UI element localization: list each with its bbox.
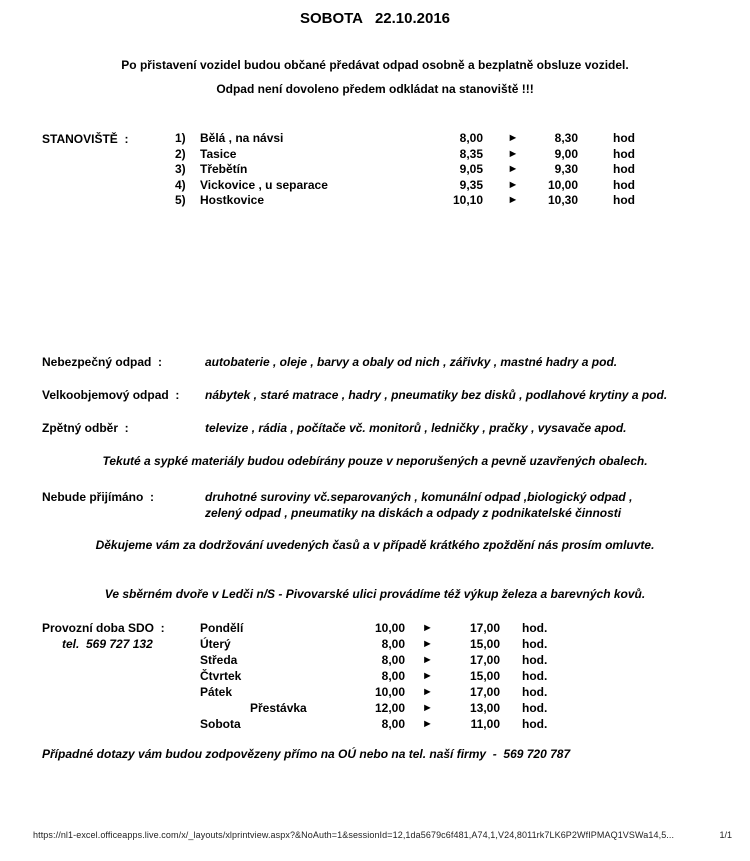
opening-hours-table — [200, 620, 595, 732]
hours-unit: hod. — [522, 685, 548, 699]
arrow-right-icon: ► — [507, 163, 519, 176]
station-number: 5) — [175, 193, 186, 208]
hours-unit: hod. — [522, 621, 548, 635]
station-unit: hod — [613, 131, 635, 145]
hours-day: Čtvrtek — [200, 669, 242, 683]
hours-time-to: 11,00 — [470, 717, 500, 731]
opening-hours-phone: tel. 569 727 132 — [62, 637, 153, 651]
section-text: autobaterie , oleje , barvy a obaly od nich , zářivky , mastné hadry a pod. — [205, 355, 618, 369]
hours-unit: hod. — [522, 717, 548, 731]
station-unit: hod — [613, 193, 635, 208]
station-time-from: 10,10 — [452, 193, 483, 208]
hours-day: Pátek — [200, 685, 233, 699]
page-title: SOBOTA 22.10.2016 — [299, 10, 451, 27]
hours-time-to: 17,00 — [469, 621, 500, 635]
arrow-right-icon: ► — [507, 132, 519, 144]
section-text: nábytek , staré matrace , hadry , pneumatiky bez disků , podlahové krytiny a pod. — [205, 388, 668, 402]
arrow-right-icon: ► — [422, 718, 433, 730]
station-number: 1) — [175, 131, 186, 145]
section-text-line1: druhotné suroviny vč.separovaných , komunální odpad ,biologický odpad , — [205, 490, 633, 504]
hours-row — [200, 684, 595, 700]
hours-row — [200, 620, 595, 636]
station-row — [175, 162, 673, 178]
station-number: 4) — [175, 177, 186, 192]
hours-time-to: 15,00 — [469, 637, 500, 651]
station-row — [175, 131, 673, 147]
page-indicator: 1/1 — [719, 830, 732, 840]
hours-unit: hod. — [522, 669, 548, 683]
station-name: Vickovice , u separace — [200, 177, 328, 192]
station-time-to: 10,00 — [547, 177, 578, 192]
hours-row — [200, 668, 595, 684]
section-text-line2: zelený odpad , pneumatiky na diskách a odpady z podnikatelské činnosti — [205, 506, 622, 520]
stations-table — [175, 131, 673, 209]
hours-time-from: 8,00 — [381, 653, 405, 667]
station-name: Tasice — [200, 146, 237, 161]
station-unit: hod — [613, 162, 635, 177]
hours-time-to: 17,00 — [469, 653, 500, 667]
hours-time-to: 15,00 — [469, 669, 500, 683]
hours-row — [200, 636, 595, 652]
arrow-right-icon: ► — [422, 654, 433, 666]
hours-unit: hod. — [522, 701, 548, 715]
hours-day: Pondělí — [200, 621, 244, 635]
hours-time-from: 12,00 — [374, 701, 405, 715]
hours-unit: hod. — [522, 653, 548, 667]
station-time-from: 9,05 — [459, 162, 483, 177]
intro-line-2: Odpad není dovoleno předem odkládat na stanoviště !!! — [216, 82, 534, 96]
arrow-right-icon: ► — [507, 178, 519, 191]
station-unit: hod — [613, 146, 635, 161]
station-name: Třebětín — [200, 162, 248, 177]
station-number: 2) — [175, 146, 186, 161]
station-name: Hostkovice — [200, 193, 265, 208]
station-number: 3) — [175, 162, 186, 177]
hours-time-from: 10,00 — [374, 621, 405, 635]
hours-time-from: 10,00 — [374, 685, 405, 699]
opening-hours-label: Provozní doba SDO : — [42, 621, 165, 635]
station-row — [175, 147, 673, 163]
section-label: Nebude přijímáno : — [42, 490, 155, 504]
note-scrapyard: Ve sběrném dvoře v Ledči n/S - Pivovarské ulici provádíme též výkup železa a barevných kovů. — [104, 587, 646, 601]
section-label: Velkoobjemový odpad : — [42, 388, 180, 402]
arrow-right-icon: ► — [422, 622, 433, 634]
hours-day: Sobota — [200, 717, 241, 731]
hours-time-to: 13,00 — [469, 701, 500, 715]
section-label: Nebezpečný odpad : — [42, 355, 163, 369]
print-footer — [33, 830, 732, 840]
note-thanks: Děkujeme vám za dodržování uvedených časů a v případě krátkého zpoždění nás prosím omluvte. — [95, 538, 655, 552]
station-time-to: 10,30 — [547, 193, 578, 208]
hours-day: Přestávka — [250, 701, 307, 715]
station-time-to: 9,30 — [554, 162, 578, 177]
station-row — [175, 178, 673, 194]
hours-unit: hod. — [522, 637, 548, 651]
questions-note: Případné dotazy vám budou zodpovězeny přímo na OÚ nebo na tel. naší firmy - 569 720 787 — [42, 747, 571, 761]
station-time-to: 9,00 — [554, 146, 578, 161]
note-sealed-containers: Tekuté a sypké materiály budou odebírány pouze v neporušených a pevně uzavřených obalech. — [102, 454, 648, 468]
station-time-from: 8,00 — [459, 131, 483, 145]
hours-time-from: 8,00 — [381, 717, 405, 731]
hours-time-from: 8,00 — [381, 637, 405, 651]
station-row — [175, 193, 673, 209]
hours-row — [200, 716, 595, 732]
arrow-right-icon: ► — [507, 147, 519, 160]
hours-row — [200, 652, 595, 668]
hours-day: Úterý — [200, 637, 231, 651]
stations-label: STANOVIŠTĚ : — [42, 132, 129, 146]
hours-day: Středa — [200, 653, 238, 667]
station-unit: hod — [613, 177, 635, 192]
arrow-right-icon: ► — [422, 638, 433, 650]
hours-time-from: 8,00 — [381, 669, 405, 683]
hours-time-to: 17,00 — [469, 685, 500, 699]
station-time-to: 8,30 — [554, 131, 578, 145]
arrow-right-icon: ► — [422, 686, 433, 698]
arrow-right-icon: ► — [507, 194, 519, 207]
intro-line-1: Po přistavení vozidel budou občané předávat odpad osobně a bezplatně obsluze vozidel. — [121, 58, 629, 72]
footer-url: https://nl1-excel.officeapps.live.com/x/_layouts/xlprintview.aspx?&NoAuth=1&sessionId=12,1da5679c6f481,A74,1,V24,8011rk7LK6P2WfIPMAQ1VSWa14,5... — [33, 830, 675, 840]
station-time-from: 8,35 — [459, 146, 483, 161]
section-text: televize , rádia , počítače vč. monitorů , ledničky , pračky , vysavače apod. — [205, 421, 627, 435]
arrow-right-icon: ► — [422, 702, 433, 714]
hours-row-break — [200, 700, 595, 716]
arrow-right-icon: ► — [422, 670, 433, 682]
section-label: Zpětný odběr : — [42, 421, 129, 435]
station-time-from: 9,35 — [459, 177, 483, 192]
station-name: Bělá , na návsi — [200, 131, 284, 145]
